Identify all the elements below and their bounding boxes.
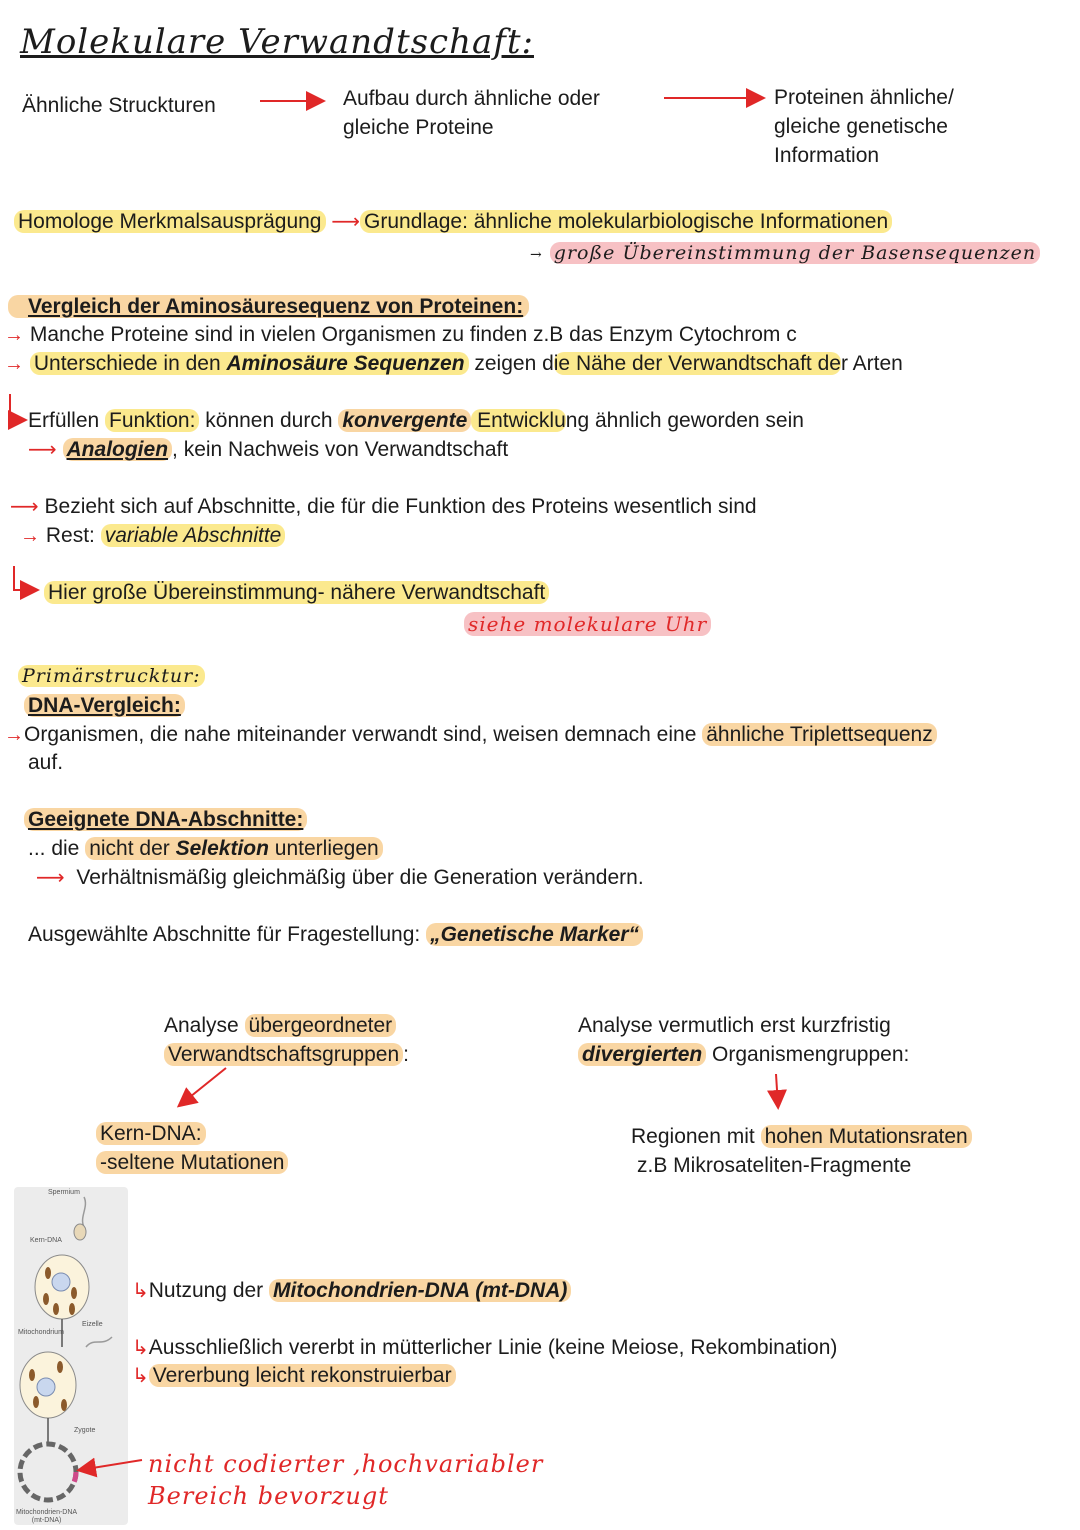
arrow-icon: → — [20, 525, 40, 547]
arrow-icon: ⟶ — [10, 496, 39, 518]
mutation-regions: Regionen mit hohen Mutationsraten z.B Mikrosateliten-Fragmente — [631, 1122, 972, 1180]
figure-label-mtdna: Mitochondrien-DNA (mt-DNA) — [16, 1509, 78, 1524]
homology-label: Homologe Merkmalsausprägung — [14, 210, 326, 233]
flow-genetic-info: Proteinen ähnliche/ gleiche genetische Information — [774, 86, 954, 167]
arrow-icon: ⟶ — [331, 211, 361, 233]
arrow-icon: → — [4, 324, 24, 346]
amino-line-2: → Unterschiede in den Aminosäure Sequenzen zeigen die Nähe der Verwandtschaft der Arten — [4, 352, 903, 375]
arrow-icon — [180, 1068, 226, 1105]
figure-label-egg: Eizelle — [82, 1321, 103, 1328]
flow-structures: Ähnliche Struckturen — [22, 94, 216, 117]
page-title: Molekulare Verwandtschaft: — [20, 22, 534, 62]
primary-structure-label: Primärstrucktur: — [18, 665, 205, 687]
amino-line-7: Hier große Übereinstimmung- nähere Verwandtschaft — [44, 578, 549, 607]
arrow-icon: ⟶ — [28, 439, 57, 461]
figure-label-sperm: Spermium — [48, 1189, 80, 1196]
amino-line-1: → Manche Proteine sind in vielen Organismen zu finden z.B das Enzym Cytochrom c — [4, 323, 797, 346]
suitable-dna-heading: Geeignete DNA-Abschnitte: — [24, 805, 307, 834]
amino-line-6: → Rest: variable Abschnitte — [20, 521, 285, 551]
mtdna-line-1: ↳Nutzung der Mitochondrien-DNA (mt-DNA) — [132, 1276, 571, 1306]
base-sequence-note: → große Übereinstimmung der Basensequenzen — [530, 242, 1040, 264]
suitable-line-2: ⟶ Verhältnismäßig gleichmäßig über die Generation verändern. — [36, 866, 644, 889]
corner-arrow-icon: ↳ — [132, 1337, 149, 1359]
molecular-clock-note: siehe molekulare Uhr — [464, 612, 711, 636]
genetic-marker-line: Ausgewählte Abschnitte für Fragestellung: „Genetische Marker“ — [28, 920, 643, 949]
homology-basis: Grundlage: ähnliche molekularbiologische Informationen — [360, 210, 892, 233]
nuclear-dna: Kern-DNA: -seltene Mutationen — [96, 1119, 288, 1177]
dna-heading: DNA-Vergleich: — [24, 691, 185, 720]
noncoding-note: nicht codierter ,hochvariabler Bereich bevorzugt — [148, 1450, 544, 1510]
analysis-right: Analyse vermutlich erst kurzfristig divergierten Organismengruppen: — [578, 1014, 910, 1066]
figure-label-zygote: Zygote — [74, 1427, 96, 1434]
arrow-icon: → — [4, 724, 24, 746]
amino-line-5: ⟶ Bezieht sich auf Abschnitte, die für die Funktion des Proteins wesentlich sind — [10, 495, 757, 518]
suitable-line-1: ... die nicht der Selektion unterliegen — [28, 834, 383, 863]
flow-proteins: Aufbau durch ähnliche oder gleiche Proteine — [343, 87, 600, 139]
amino-heading: Vergleich der Aminosäuresequenz von Proteinen: — [8, 292, 529, 321]
mtdna-line-2: ↳Ausschließlich vererbt in mütterlicher Linie (keine Meiose, Rekombination) — [132, 1336, 838, 1359]
figure-label-nuclear-dna: Kern-DNA — [30, 1237, 62, 1244]
dna-line-1: →Organismen, die nahe miteinander verwandt sind, weisen demnach eine ähnliche Triplettsequenz — [4, 720, 937, 750]
figure-label-mitochondrion: Mitochondrium — [18, 1329, 64, 1336]
mtdna-line-3: ↳ Vererbung leicht rekonstruierbar — [132, 1361, 456, 1391]
arrow-icon: → — [4, 353, 24, 375]
corner-arrow-icon: ↳ — [132, 1280, 149, 1302]
amino-line-3: Erfüllen Funktion: können durch konvergente Entwicklung ähnlich geworden sein — [28, 409, 804, 432]
corner-arrow-icon — [14, 566, 36, 590]
inheritance-figure — [14, 1187, 128, 1525]
amino-line-4: ⟶ Analogien , kein Nachweis von Verwandtschaft — [28, 438, 509, 461]
arrow-icon: ⟶ — [36, 867, 65, 889]
corner-arrow-icon — [10, 394, 24, 420]
arrow-icon — [776, 1074, 778, 1106]
analysis-left: Analyse übergeordneter Verwandtschaftsgruppen : — [164, 1014, 409, 1066]
dna-line-2: auf. — [28, 751, 64, 774]
homology-line — [14, 207, 892, 237]
corner-arrow-icon: ↳ — [132, 1365, 149, 1387]
